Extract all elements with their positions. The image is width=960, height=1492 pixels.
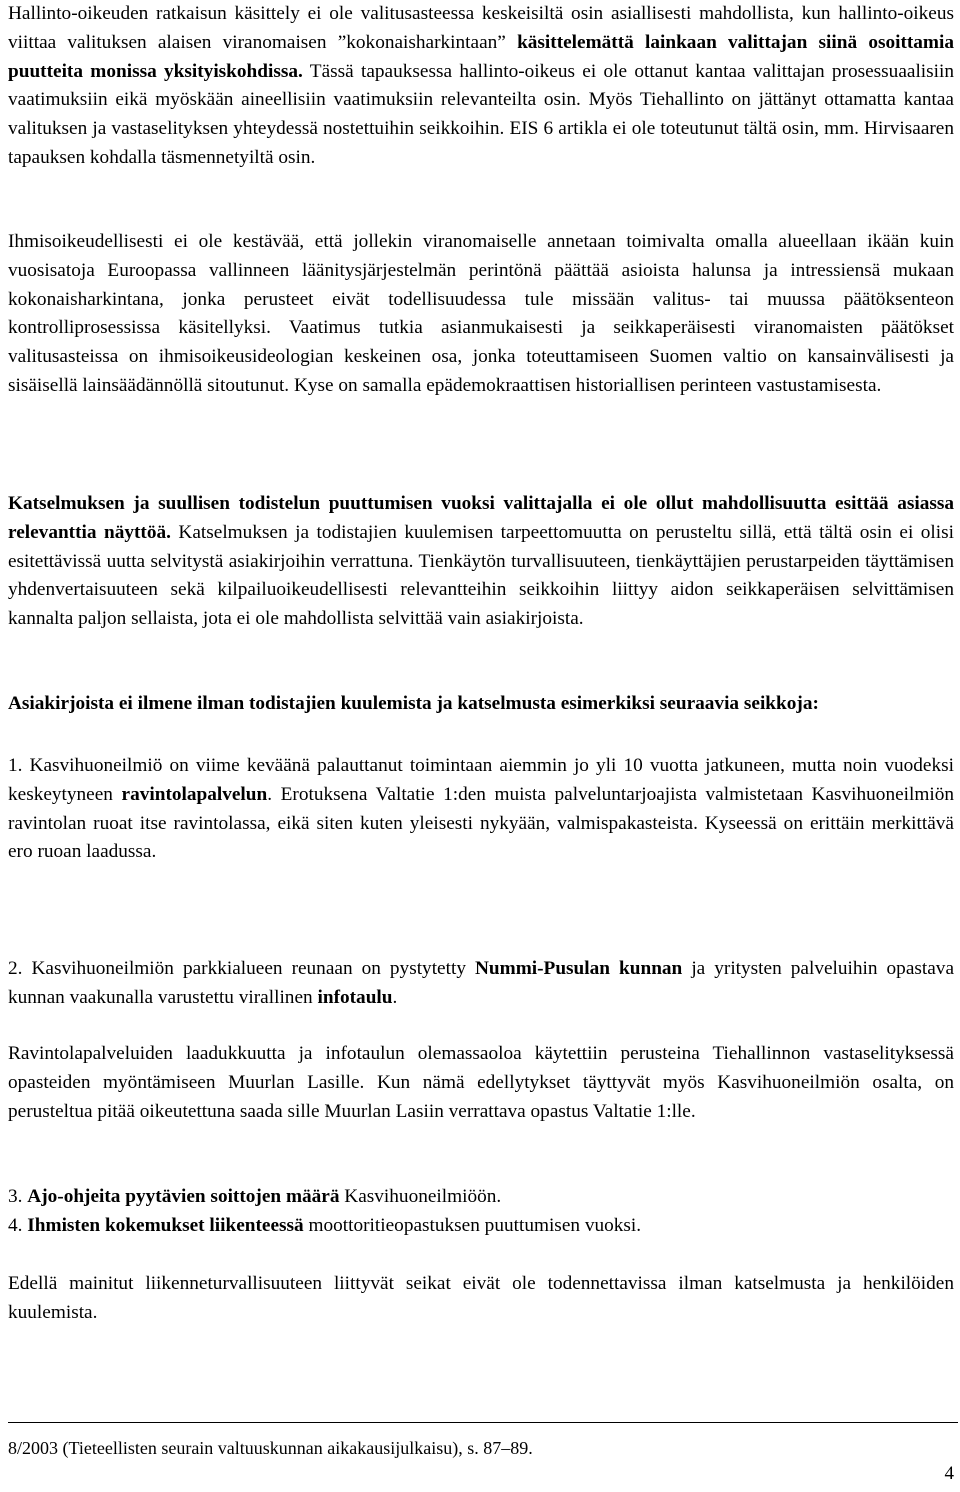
bold-text-segment: Nummi-Pusulan kunnan [475, 958, 683, 979]
text-segment: Kasvihuoneilmiöön. [339, 1186, 502, 1207]
text-segment: Tässä tapauksessa hallinto-oikeus ei ole ottanut kantaa valittajan prosessuaalisiin vaatimuksiin eikä myöskään aineellisiin vaatimuksiin relevanteilta osin. Myös Tiehallinto on jättänyt ottamatta kantaa valituksen ja vastaselityksen yhteydessä nostettuihin seikkoihin. EIS 6 artikla ei ole toteutunut tältä osin, mm. Hirvisaaren tapauksen kohdalla täsmennetyiltä osin. [8, 60, 955, 168]
list-item [8, 1212, 954, 1241]
bold-text-segment: Katselmuksen ja suullisen todistelun puuttumisen vuoksi valittajalla ei ole ollut mahdollisuutta esittää asiassa relevanttia näyttöä. [8, 493, 954, 543]
paragraph-9 [8, 1270, 954, 1328]
paragraph-5 [8, 752, 954, 867]
bold-text-segment: Asiakirjoista ei ilmene ilman todistajien kuulemista ja katselmusta esimerkiksi seuraavia seikkoja: [8, 693, 819, 714]
text-segment: 2. Kasvihuoneilmiön parkkialueen reunaan on pystytetty [8, 958, 475, 979]
paragraph-3 [8, 490, 954, 634]
text-segment: moottoritieopastuksen puuttumisen vuoksi. [303, 1214, 642, 1236]
paragraph-4 [8, 690, 954, 719]
text-segment: Ravintolapalveluiden laadukkuutta ja infotaulun olemassaoloa käytettiin perusteina Tiehallinnon vastaselityksessä opasteiden myöntämiseen Muurlan Lasille. Kun nämä edellytykset täyttyvät myös Kasvihuoneilmiön osalta, on perusteltua pitää oikeutettuna saada sille Muurlan Lasiin verrattava opastus Valtatie 1:lle. [8, 1043, 954, 1122]
paragraph-7 [8, 1040, 954, 1126]
paragraph-1 [8, 0, 954, 173]
paragraph-8-list [8, 1183, 954, 1241]
bold-text-segment: Ihmisten kokemukset liikenteessä [27, 1214, 304, 1236]
bold-text-segment: ravintolapalvelun [121, 783, 268, 805]
paragraph-6 [8, 955, 954, 1013]
text-segment: 1. Kasvihuoneilmiö on viime keväänä palauttanut toimintaan aiemmin jo yli 10 vuotta jatkuneen, mutta noin vuodeksi keskeytyneen [8, 755, 954, 805]
text-segment: . [392, 986, 398, 1008]
text-segment: Katselmuksen ja todistajien kuulemisen tarpeettomuutta on perusteltu sillä, että tältä osin ei olisi esitettävissä uutta selvitystä asiakirjoihin verrattuna. Tienkäytön turvallisuuteen, tienkäyttäjien perustarpeiden täyttämisen yhdenvertaisuuteen sekä kilpailuoikeudellisesti relevantteihin seikkoihin liittyy aidon seikkaperäisen selvittämisen kannalta paljon sellaista, jota ei ole mahdollista selvittää vain asiakirjoista. [8, 521, 955, 630]
bold-text-segment: käsittelemättä lainkaan valittajan siinä osoittamia puutteita monissa yksityiskohdissa. [8, 31, 954, 82]
footnote: 8/2003 (Tieteellisten seurain valtuuskunnan aikakausijulkaisu), s. 87–89. [8, 1438, 533, 1458]
paragraph-2 [8, 228, 954, 401]
text-segment: . Erotuksena Valtatie 1:den muista palveluntarjoajista valmistetaan Kasvihuoneilmiön ravintolan ruoat itse ravintolassa, eikä siten kuten yleisesti nykyään, valmispakasteista. Kyseessä on erittäin merkittävä ero ruoan laadussa. [8, 783, 954, 863]
footnote-divider [8, 1422, 958, 1423]
text-segment: Hallinto-oikeuden ratkaisun käsittely ei ole valitusasteessa keskeisiltä osin asiallisesti mahdollista, kun hallinto-oikeus viittaa valituksen alaisen viranomaisen ”kokonaisharkintaan” [8, 3, 954, 53]
document-page [8, 0, 954, 1492]
text-segment: 4. [8, 1214, 28, 1236]
page-number: 4 [944, 1463, 954, 1484]
text-segment: Ihmisoikeudellisesti ei ole kestävää, että jollekin viranomaiselle annetaan toimivalta omalla alueellaan ikään kuin vuosisatoja Euroopassa vallinneen läänitysjärjestelmän perintönä päättää asioista halunsa ja intressiensä mukaan kokonaisharkintana, jonka perusteet eivät todellisuudessa tule missään valitus- tai muussa päätöksenteon kontrolliprosessissa käsitellyksi. Vaatimus tutkia asianmukaisesti ja seikkaperäisesti viranomaisten päätökset valitusasteissa on ihmisoikeusideologian keskeinen osa, jonka toteuttamiseen Suomen valtio on kansainvälisesti ja sisäisellä lainsäädännöllä sitoutunut. Kyse on samalla epädemokraattisen historiallisen perinteen vastustamisesta. [8, 231, 954, 396]
text-segment: ja yritysten palveluihin opastava kunnan vaakunalla varustettu virallinen [8, 958, 955, 1008]
bold-text-segment: Ajo-ohjeita pyytävien soittojen määrä [27, 1186, 340, 1207]
bold-text-segment: infotaulu [317, 986, 393, 1008]
text-segment: 3. [8, 1186, 28, 1207]
text-segment: Edellä mainitut liikenneturvallisuuteen liittyvät seikat eivät ole todennettavissa ilman katselmusta ja henkilöiden kuulemista. [8, 1273, 954, 1323]
list-item [8, 1183, 954, 1212]
